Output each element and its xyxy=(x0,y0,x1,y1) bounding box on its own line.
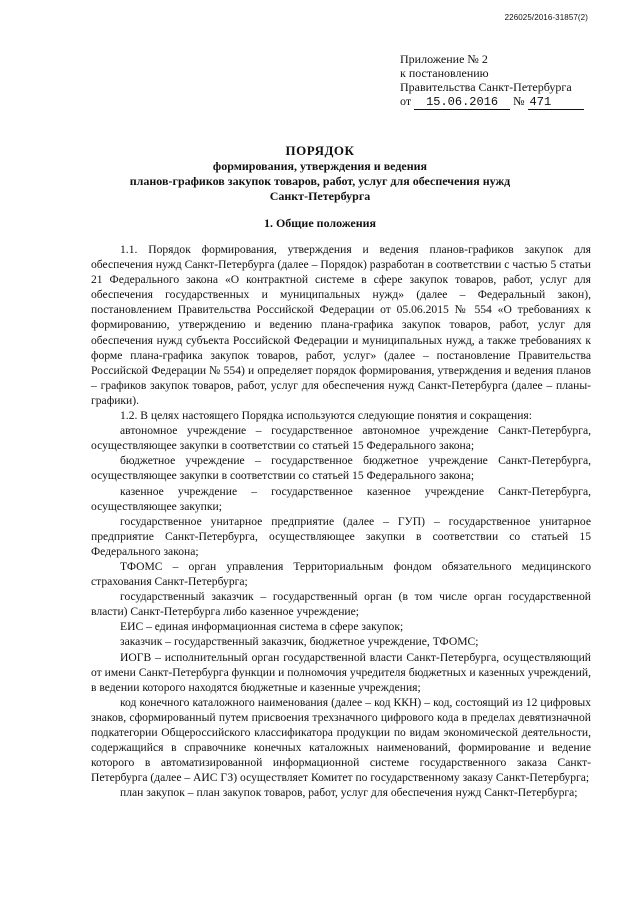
paragraph: ИОГВ – исполнительный орган государственной власти Санкт-Петербурга, осуществляющий от имени Санкт-Петербурга функции и полномочия учредителя бюджетных и казенных учреждений, в ведении которого находятся бюджетные и казенные учреждения; xyxy=(91,650,591,694)
document-code: 226025/2016-31857(2) xyxy=(504,13,588,22)
title-main: ПОРЯДОК xyxy=(285,143,355,158)
title-line-2: планов-графиков закупок товаров, работ, услуг для обеспечения нужд xyxy=(129,174,511,188)
date-prefix: от xyxy=(400,94,412,108)
number-prefix: № xyxy=(513,94,525,108)
document-title xyxy=(80,143,560,204)
paragraph: 1.1. Порядок формирования, утверждения и ведения планов-графиков закупок для обеспечения нужд Санкт-Петербурга (далее – Порядок) разработан в соответствии с частью 5 статьи 21 Федерального закона «О контрактной системе в сфере закупок товаров, работ, услуг для обеспечения государственных и муниципальных нужд» (далее – Федеральный закон), постановлением Правительства Российской Федерации от 05.06.2015 № 554 «О требованиях к формированию, утверждению и ведению плана-графика закупок товаров, работ, услуг для обеспечения нужд субъекта Российской Федерации и муниципальных нужд, а также требованиях к форме плана-графика закупок товаров, работ, услуг» (далее – постановление Правительства Российской Федерации № 554) и определяет порядок формирования, утверждения и ведения планов – графиков закупок товаров, работ, услуг для обеспечения нужд Санкт-Петербурга (далее – планы-графики). xyxy=(91,243,591,407)
paragraph: ТФОМС – орган управления Территориальным фондом обязательного медицинского страхования Санкт-Петербурга; xyxy=(91,559,591,589)
document-body xyxy=(91,242,591,800)
resolution-date: 15.06.2016 xyxy=(414,95,510,110)
paragraph: государственное унитарное предприятие (далее – ГУП) – государственное унитарное предприятие Санкт-Петербурга, осуществляющее закупки в соответствии со статьей 15 Федерального закона; xyxy=(91,514,591,558)
paragraph: заказчик – государственный заказчик, бюджетное учреждение, ТФОМС; xyxy=(120,635,479,649)
paragraph: автономное учреждение – государственное автономное учреждение Санкт-Петербурга, осуществляющее закупки в соответствии со статьей 15 Федерального закона; xyxy=(91,424,591,453)
appendix-line-government: Правительства Санкт-Петербурга xyxy=(400,80,572,94)
appendix-date-line xyxy=(400,94,584,110)
appendix-block xyxy=(400,52,584,110)
paragraph: 1.2. В целях настоящего Порядка используются следующие понятия и сокращения: xyxy=(120,409,532,423)
paragraph: код конечного каталожного наименования (далее – код ККН) – код, состоящий из 12 цифровых знаков, сформированный путем присвоения трехзначного цифрового кода в пределах девятизначной подкатегории Общероссийского классификатора продукции по видам экономической деятельности, содержащийся в справочнике конечных каталожных наименований, формирование и ведение которого в автоматизированной информационной системе государственного заказа Санкт-Петербурга (далее – АИС ГЗ) осуществляет Комитет по государственному заказу Санкт-Петербурга; xyxy=(91,695,591,785)
title-line-1: формирования, утверждения и ведения xyxy=(212,159,428,173)
paragraph: ЕИС – единая информационная система в сфере закупок; xyxy=(120,620,404,634)
appendix-line-resolution: к постановлению xyxy=(400,66,489,80)
paragraph: бюджетное учреждение – государственное бюджетное учреждение Санкт-Петербурга, осуществляющее закупки в соответствии со статьей 15 Федерального закона; xyxy=(91,454,591,483)
paragraph: казенное учреждение – государственное казенное учреждение Санкт-Петербурга, осуществляющее закупки; xyxy=(91,484,591,513)
paragraph: государственный заказчик – государственный орган (в том числе орган государственной власти) Санкт-Петербурга либо казенное учреждение; xyxy=(91,590,591,619)
title-line-3: Санкт-Петербурга xyxy=(269,189,371,203)
paragraph: план закупок – план закупок товаров, работ, услуг для обеспечения нужд Санкт-Петербурга; xyxy=(120,786,578,800)
resolution-number: 471 xyxy=(528,95,584,110)
section-heading: 1. Общие положения xyxy=(263,216,377,230)
appendix-title: Приложение № 2 xyxy=(400,52,488,66)
